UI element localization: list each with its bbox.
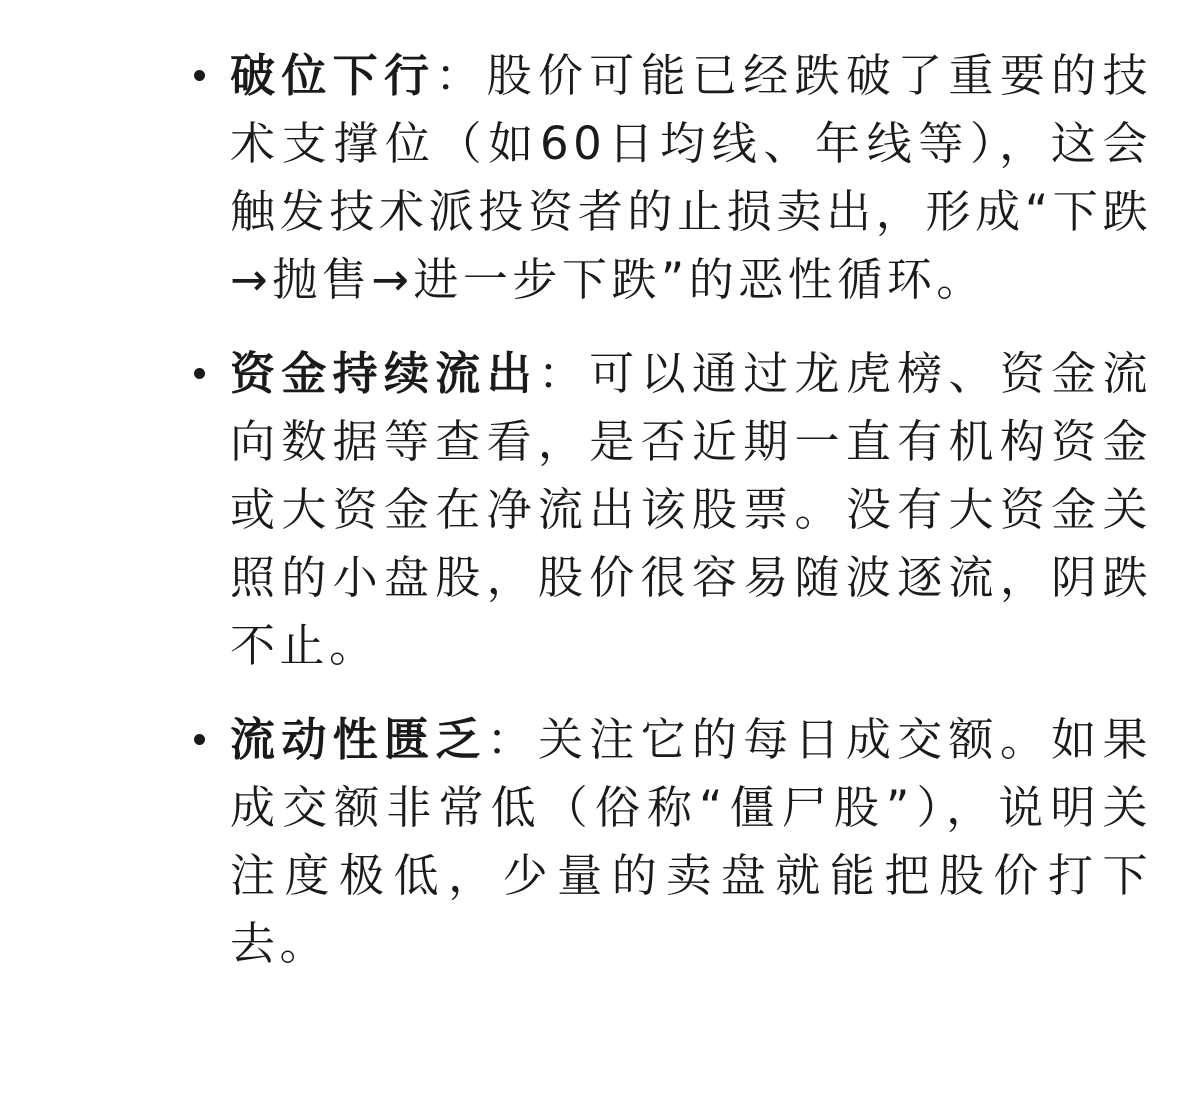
article-content — [0, 42, 1200, 1004]
list-item-low-liquidity — [0, 706, 1200, 978]
list-item-text — [230, 706, 1152, 978]
list-item-term: 流动性匮乏 — [230, 713, 487, 766]
list-item-description: 股价可能已经跌破了重要的技术支撑位（如60日均线、年线等），这会触发技术派投资者的止损卖出，形成“下跌→抛售→进一步下跌”的恶性循环。 — [230, 49, 1152, 306]
list-item-text — [230, 42, 1152, 314]
list-item-text — [230, 340, 1152, 680]
list-item-description: 可以通过龙虎榜、资金流向数据等查看，是否近期一直有机构资金或大资金在净流出该股票。没有大资金关照的小盘股，股价很容易随波逐流，阴跌不止。 — [230, 347, 1152, 672]
bullet-point-icon — [194, 368, 205, 379]
list-item-term: 破位下行 — [230, 49, 436, 102]
list-item-description: 关注它的每日成交额。如果成交额非常低（俗称“僵尸股”），说明关注度极低，少量的卖盘就能把股价打下去。 — [230, 713, 1152, 970]
term-separator: ： — [537, 347, 590, 400]
term-separator: ： — [435, 49, 487, 102]
list-item-term: 资金持续流出 — [230, 347, 538, 400]
bullet-list — [0, 42, 1200, 978]
bullet-point-icon — [194, 70, 205, 81]
bullet-point-icon — [194, 734, 205, 745]
list-item-breakdown — [0, 42, 1200, 314]
list-item-capital-outflow — [0, 340, 1200, 680]
term-separator: ： — [486, 713, 538, 766]
